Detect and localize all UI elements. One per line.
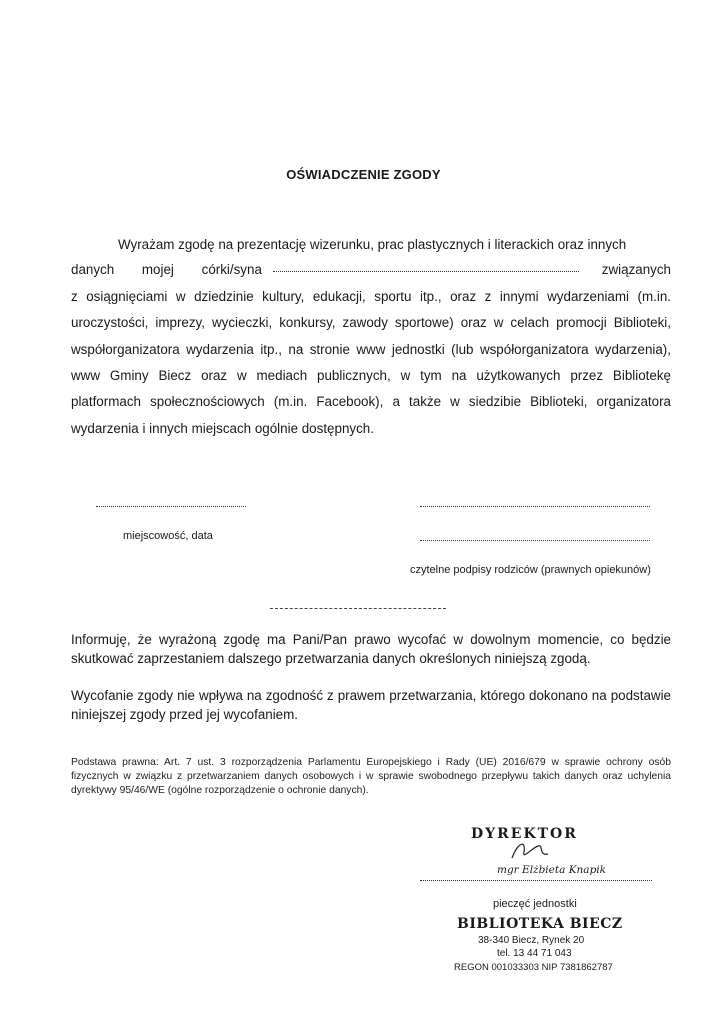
- signature-scribble-icon: [508, 838, 554, 864]
- place-date-field[interactable]: [96, 506, 246, 507]
- parent-signature-field-1[interactable]: [420, 506, 650, 507]
- institution-ids: REGON 001033303 NIP 7381862787: [454, 962, 613, 973]
- director-signature-line: [420, 880, 652, 881]
- parent-signature-field-2[interactable]: [420, 540, 650, 541]
- consent-line-6: www Gminy Biecz oraz w mediach publicznych, w tym na użytkowanych przez Bibliotekę: [71, 368, 671, 383]
- institution-address: 38-340 Biecz, Rynek 20: [478, 935, 585, 946]
- consent-line-7: platformach społecznościowych (m.in. Facebook), a także w siedzibie Biblioteki, organizatora: [71, 394, 671, 409]
- place-date-label: miejscowość, data: [123, 530, 213, 542]
- director-name: mgr Elżbieta Knapik: [497, 864, 607, 876]
- withdraw-info: Informuję, że wyrażoną zgodę ma Pani/Pan prawo wycofać w dowolnym momencie, co będzie skutkować zaprzestaniem dalszego przetwarzania danych określonych niniejszą zgodą.: [71, 632, 671, 666]
- institution-phone: tel. 13 44 71 043: [497, 948, 572, 959]
- consent-line-1: Wyrażam zgodę na prezentację wizerunku, prac plastycznych i literackich oraz innych: [118, 237, 627, 252]
- child-label: danych mojej córki/syna: [71, 262, 262, 277]
- parents-signature-label: czytelne podpisy rodziców (prawnych opiekunów): [410, 564, 651, 576]
- institution-name: BIBLIOTEKA BIECZ: [457, 916, 623, 932]
- consent-line-8: wydarzenia i innych miejscach ogólnie dostępnych.: [71, 421, 374, 436]
- child-name-field[interactable]: [273, 271, 579, 272]
- consent-line-2-end: związanych: [601, 262, 671, 277]
- director-stamp-title: DYREKTOR: [471, 826, 578, 842]
- consent-line-5: współorganizatora wydarzenia itp., na stronie www jednostki (lub współorganizatora wydarzenia),: [71, 342, 671, 357]
- consent-line-3: z osiągnięciami w dziedzinie kultury, edukacji, sportu itp., oraz z innymi wydarzeniami (m.in.: [71, 289, 671, 304]
- consent-line-4: uroczystości, imprezy, wycieczki, konkursy, zawody sportowe) oraz w celach promocji Biblioteki,: [71, 315, 671, 330]
- section-divider: [270, 608, 446, 609]
- consent-line-2: [71, 261, 671, 279]
- withdraw-effect-info: Wycofanie zgody nie wpływa na zgodność z prawem przetwarzania, którego dokonano na podstawie niniejszej zgody przed jej wycofaniem.: [71, 688, 671, 722]
- document-title: OŚWIADCZENIE ZGODY: [286, 167, 441, 182]
- stamp-label: pieczęć jednostki: [493, 898, 577, 910]
- legal-basis: Podstawa prawna: Art. 7 ust. 3 rozporządzenia Parlamentu Europejskiego i Rady (UE) 2016/679 w sprawie ochrony osób fizycznych w związku z przetwarzaniem danych osobowych i w sprawie swobodnego przepływu takich danych oraz uchylenia dyrektywy 95/46/WE (ogólne rozporządzenie o ochronie danych).: [71, 757, 671, 796]
